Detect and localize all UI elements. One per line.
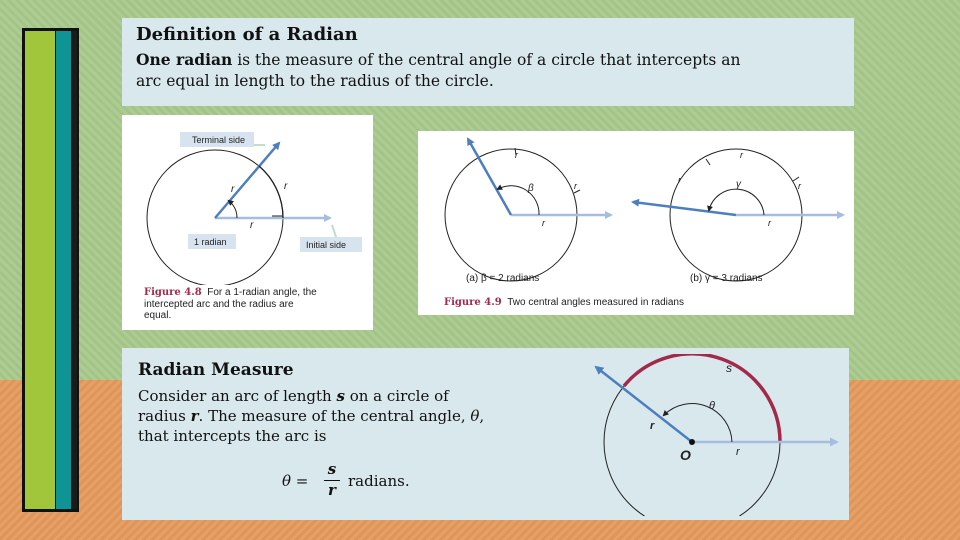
figure-4-8-diagram	[122, 115, 373, 285]
measure-var-theta: θ	[470, 407, 480, 425]
figure-4-8-number: Figure 4.8	[144, 287, 202, 298]
figure-4-8-caption-line2: intercepted arc and the radius are	[144, 298, 294, 310]
figure-4-8-caption-line3: equal.	[144, 310, 172, 321]
r-label-b3: r	[798, 181, 801, 191]
figure-4-9-caption	[444, 297, 844, 309]
decorative-stripe-teal	[56, 31, 71, 509]
angle-arc	[664, 404, 732, 442]
definition-title: Definition of a Radian	[136, 24, 358, 45]
gamma-label: γ	[736, 179, 741, 190]
formula-unit: radians.	[348, 472, 410, 490]
radius-label-initial: r	[250, 220, 254, 231]
label-a: (a) β = 2 radians	[466, 273, 540, 284]
decorative-stripe-green	[25, 31, 55, 509]
angle-label: 1 radian	[194, 237, 227, 247]
r-label-b1: r	[740, 150, 743, 160]
figure-4-9	[418, 131, 854, 315]
measure-line1-a: Consider an arc of length	[138, 387, 337, 405]
formula-denominator: r	[328, 481, 336, 499]
terminal-ray-b	[633, 202, 736, 215]
r-label-a1: r	[515, 150, 518, 160]
figure-4-8-caption-line1: For a 1-radian angle, the	[207, 287, 317, 298]
radian-measure-title: Radian Measure	[138, 360, 294, 380]
decorative-stripe-dark	[72, 31, 77, 509]
radian-measure-text	[138, 386, 578, 446]
r-label-b2: r	[678, 175, 681, 185]
definition-line2: arc equal in length to the radius of the circle.	[136, 72, 494, 90]
figure-4-8-caption	[144, 287, 369, 322]
terminal-ray-a	[468, 139, 511, 215]
initial-side-label: Initial side	[306, 240, 347, 250]
measure-line3: that intercepts the arc is	[138, 427, 327, 445]
terminal-side-label: Terminal side	[192, 135, 246, 145]
beta-label: β	[528, 183, 534, 194]
theta-label: θ	[709, 400, 715, 412]
radian-measure-panel	[122, 348, 849, 520]
angle-arc-b	[709, 189, 764, 215]
arc-s-label: s	[726, 361, 732, 375]
measure-line2-c: ,	[479, 407, 485, 425]
definition-text	[136, 49, 840, 92]
r-label-a3: r	[542, 218, 545, 228]
center-point	[689, 439, 695, 445]
figure-4-9-number: Figure 4.9	[444, 297, 502, 308]
formula-numerator: s	[327, 460, 337, 478]
measure-line2-b: . The measure of the central angle,	[198, 407, 471, 425]
measure-line1-b: on a circle of	[344, 387, 449, 405]
terminal-side-ray	[215, 143, 279, 218]
measure-var-r: r	[190, 407, 199, 425]
arc-s	[624, 354, 780, 442]
radian-measure-diagram	[592, 354, 842, 516]
radius-label-ray: r	[231, 184, 235, 195]
angle-arc	[229, 201, 237, 218]
figure-4-9-diagram	[418, 131, 854, 291]
measure-line2-a: radius	[138, 407, 191, 425]
measure-var-s: s	[336, 387, 345, 405]
definition-panel	[122, 18, 854, 106]
formula-lhs: θ =	[282, 472, 309, 490]
terminal-ray	[596, 367, 692, 442]
label-b: (b) γ = 3 radians	[690, 273, 763, 284]
origin-label: O	[680, 447, 691, 463]
definition-line1: is the measure of the central angle of a circle that intercepts an	[232, 51, 741, 69]
r-label-initial: r	[736, 446, 740, 458]
definition-term: One radian	[136, 50, 233, 69]
r-label-b4: r	[768, 218, 771, 228]
radius-label-arc: r	[284, 181, 288, 192]
r-label-ray: r	[650, 420, 655, 432]
figure-4-9-caption-text: Two central angles measured in radians	[507, 297, 684, 308]
intercepted-arc	[259, 166, 283, 218]
r-label-a2: r	[574, 181, 577, 191]
figure-4-8	[122, 115, 373, 330]
